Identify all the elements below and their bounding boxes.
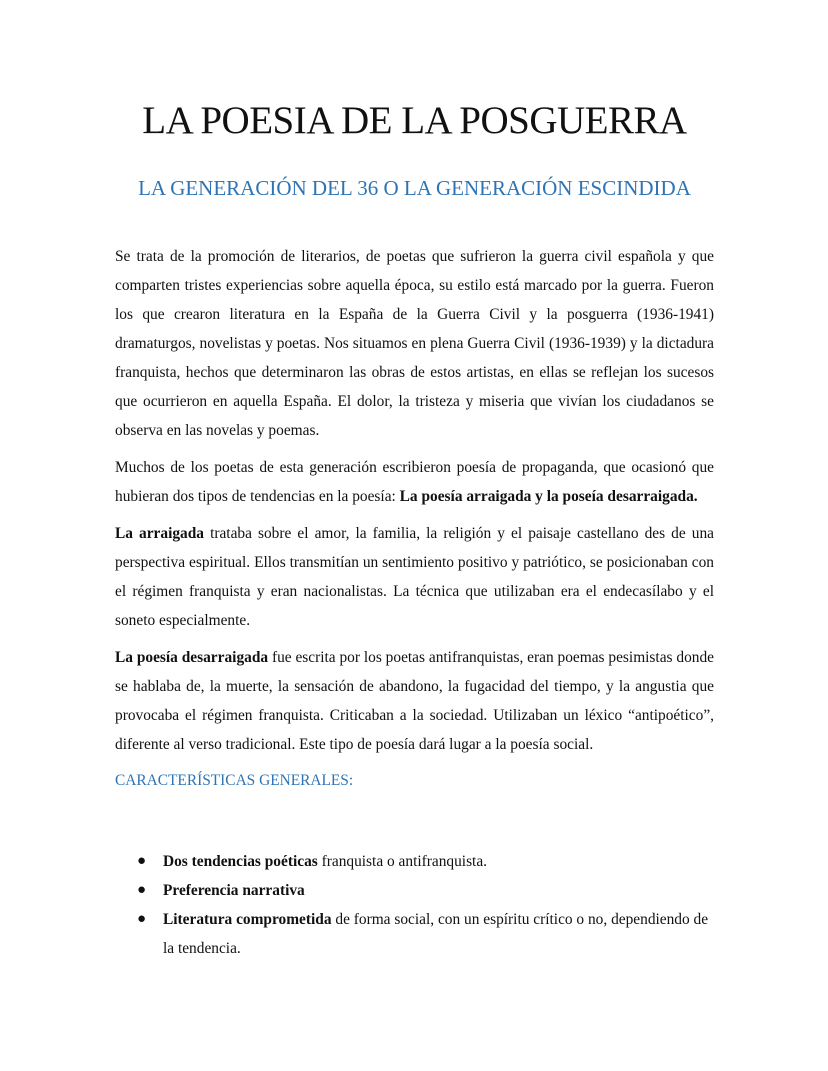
- bullet-icon: ●: [137, 882, 147, 898]
- section-heading: CARACTERÍSTICAS GENERALES:: [115, 772, 354, 789]
- list-item: [115, 847, 714, 876]
- features-list: [115, 847, 714, 963]
- bullet-icon: ●: [137, 911, 147, 927]
- paragraph-propaganda-bold: La poesía arraigada y la poseía desarraigada.: [399, 488, 698, 505]
- document-body: [115, 242, 714, 795]
- bullet-icon: ●: [137, 853, 147, 869]
- feature-text: franquista o antifranquista.: [317, 853, 488, 870]
- feature-text: de forma social, con un espíritu crítico o no, dependiendo de la tendencia.: [163, 911, 709, 957]
- paragraph-arraigada-bold: La arraigada: [115, 525, 204, 542]
- feature-bold: Dos tendencias poéticas: [163, 853, 318, 870]
- paragraph-arraigada: [115, 519, 714, 635]
- feature-bold: Literatura comprometida: [163, 911, 332, 928]
- paragraph-desarraigada: [115, 643, 714, 759]
- paragraph-desarraigada-bold: La poesía desarraigada: [115, 649, 269, 666]
- paragraph-desarraigada-text: fue escrita por los poetas antifranquistas, eran poemas pesimistas donde se hablaba de, la muerte, la sensación de abandono, la fugacidad del tiempo, y la angustia que provocaba el régimen franquista. Criticaban a la sociedad. Utilizaban un léxico “antipoético”, diferente al verso tradicional. Este tipo de poesía dará lugar a la poesía social.: [115, 649, 714, 753]
- paragraph-propaganda-text: Muchos de los poetas de esta generación escribieron poesía de propaganda, que ocasionó que hubieran dos tipos de tendencias en la poesía:: [115, 459, 714, 505]
- feature-bold: Preferencia narrativa: [163, 882, 305, 899]
- document-subtitle: LA GENERACIÓN DEL 36 O LA GENERACIÓN ESCINDIDA: [138, 176, 691, 200]
- list-item: [115, 905, 714, 963]
- paragraph-propaganda: [115, 453, 714, 511]
- paragraph-arraigada-text: trataba sobre el amor, la familia, la religión y el paisaje castellano des de una perspectiva espiritual. Ellos transmitían un sentimiento positivo y patriótico, se posicionaban con el régimen franquista y eran nacionalistas. La técnica que utilizaban era el endecasílabo y el soneto especialmente.: [115, 525, 714, 629]
- list-item: [115, 876, 714, 905]
- paragraph-intro: Se trata de la promoción de literarios, de poetas que sufrieron la guerra civil española y que comparten tristes experiencias sobre aquella época, su estilo está marcado por la guerra. Fueron los que crearon literatura en la España de la Guerra Civil y la posguerra (1936-1941) dramaturgos, novelistas y poetas. Nos situamos en plena Guerra Civil (1936-1939) y la dictadura franquista, hechos que determinaron las obras de estos artistas, en ellas se reflejan los sucesos que ocurrieron en aquella España. El dolor, la tristeza y miseria que vivían los ciudadanos se observa en las novelas y poemas.: [115, 248, 714, 439]
- document-title: LA POESIA DE LA POSGUERRA: [142, 99, 687, 142]
